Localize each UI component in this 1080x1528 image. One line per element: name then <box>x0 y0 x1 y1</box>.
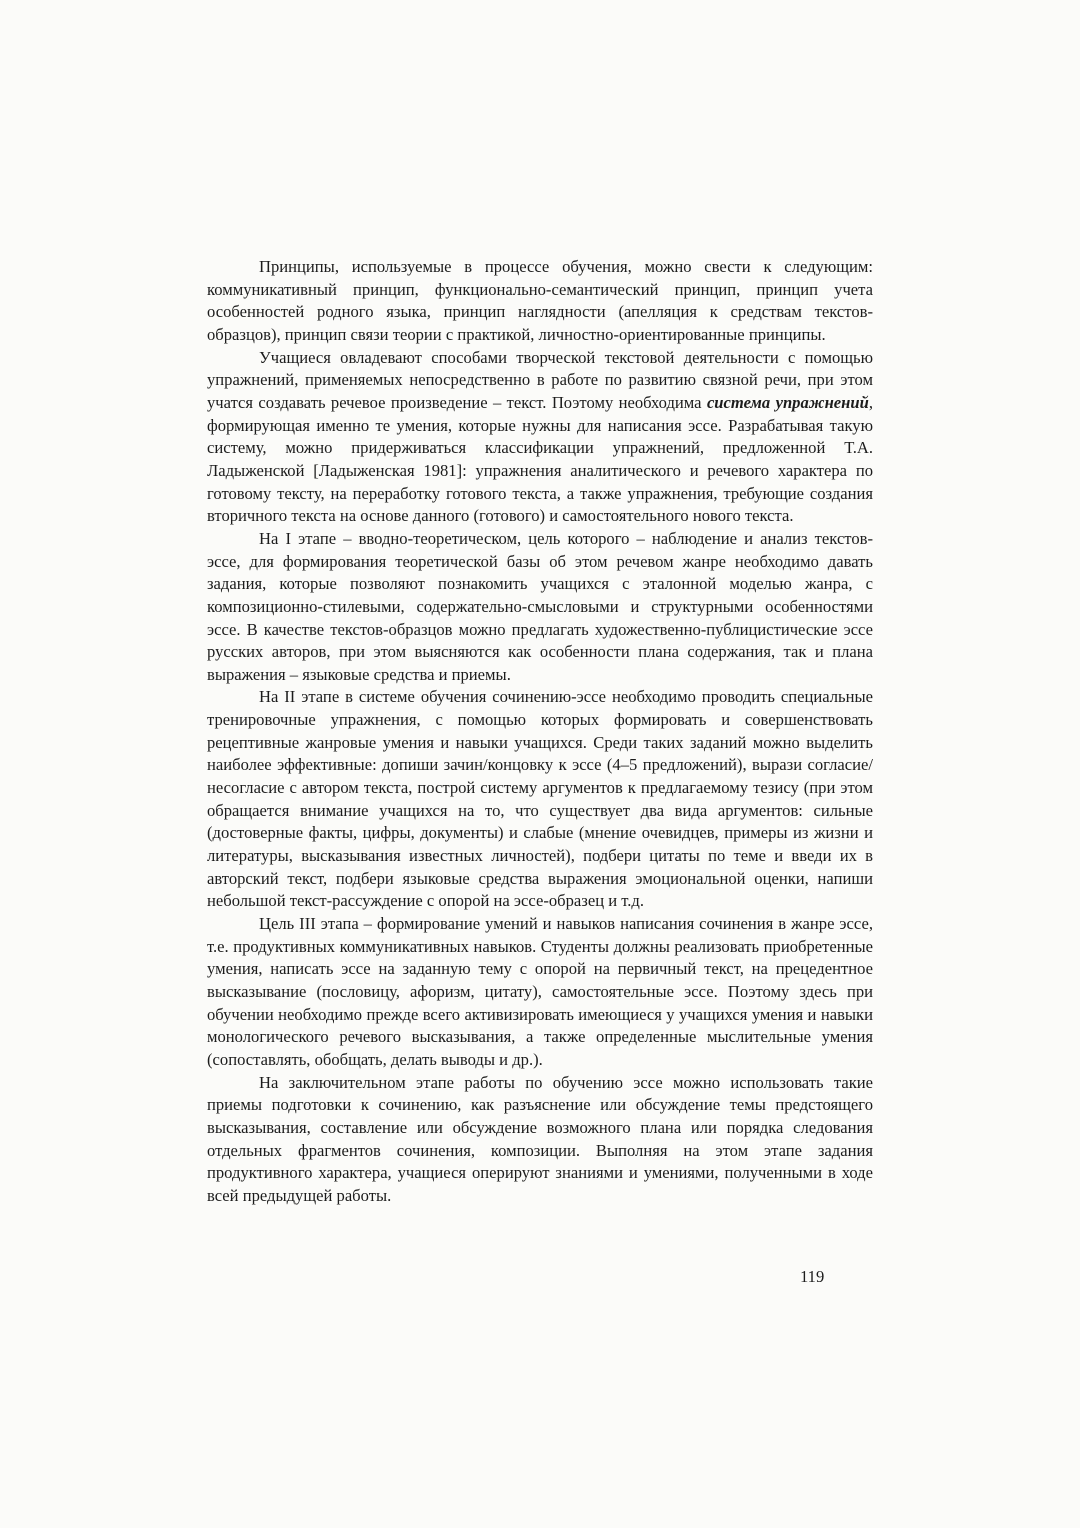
body-text <box>207 256 873 1208</box>
paragraph-final-stage: На заключительном этапе работы по обучению эссе можно использовать такие приемы подготовки к сочинению, как разъяснение или обсуждение темы предстоящего высказывания, составление или обсуждение возможного плана или порядка следования отдельных фрагментов сочинения, композиции. Выполняя на этом этапе задания продуктивного характера, учащиеся оперируют знаниями и умениями, полученными в ходе всей предыдущей работы. <box>207 1072 873 1205</box>
paragraph-stage-three: Цель III этапа – формирование умений и навыков написания сочинения в жанре эссе, т.е. продуктивных коммуникативных навыков. Студенты должны реализовать приобретенные умения, написать эссе на заданную тему с опорой на первичный текст, на прецедентное высказывание (пословицу, афоризм, цитату), самостоятельные эссе. Поэтому здесь при обучении необходимо прежде всего активизировать имеющиеся у учащихся умения и навыки монологического речевого высказывания, а также определенные мыслительные умения (сопоставлять, обобщать, делать выводы и др.). <box>207 914 873 1069</box>
paragraph-exercise-system-start: Учащиеся овладевают способами творческой текстовой деятельности с помощью упражнений, применяемых непосредственно в работе по развитию связной речи, при этом учатся создавать речевое произведение – текст. Поэтому необходима <box>207 347 873 412</box>
paragraph-stage-one: На I этапе – вводно-теоретическом, цель которого – наблюдение и анализ текстов-эссе, для формирования теоретической базы об этом речевом жанре необходимо давать задания, которые позволяют познакомить учащихся с эталонной моделью жанра, с композиционно-стилевыми, содержательно-смысловыми и структурными особенностями эссе. В качестве текстов-образцов можно предлагать художественно-публицистические эссе русских авторов, при этом выясняются как особенности плана содержания, так и плана выражения – языковые средства и приемы. <box>207 528 873 684</box>
paragraph-exercise-system <box>207 347 873 528</box>
paragraph-exercise-system-end: , формирующая именно те умения, которые нужны для написания эссе. Разрабатывая такую систему, можно придерживаться классификации упражнений, предложенной Т.А. Ладыженской [Ладыженская 1981]: упражнения аналитического и речевого характера по готовому тексту, на переработку готового текста, а также упражнения, требующие создания вторичного текста на основе данного (готового) и самостоятельного нового текста. <box>207 392 873 526</box>
paragraph-stage-two: На II этапе в системе обучения сочинению-эссе необходимо проводить специальные тренировочные упражнения, с помощью которых формировать и совершенствовать рецептивные жанровые умения и навыки учащихся. Среди таких заданий можно выделить наиболее эффективные: допиши зачин/концовку к эссе (4–5 предложений), вырази согласие/несогласие с автором текста, построй систему аргументов к предлагаемому тезису (при этом обращается внимание учащихся на то, что существует два вида аргументов: сильные (достоверные факты, цифры, документы) и слабые (мнение очевидцев, примеры из жизни и литературы, высказывания известных личностей), подбери цитаты по теме и введи их в авторский текст, подбери языковые средства выражения эмоциональной оценки, напиши небольшой текст-рассуждение с опорой на эссе-образец и т.д. <box>207 687 873 911</box>
page-number: 119 <box>800 1267 825 1286</box>
emphasized-term: система упражнений <box>706 392 869 412</box>
paragraph-principles: Принципы, используемые в процессе обучения, можно свести к следующим: коммуникативный принцип, функционально-семантический принцип, принцип учета особенностей родного языка, принцип наглядности (апелляция к средствам текстов-образцов), принцип связи теории с практикой, личностно-ориентированные принципы. <box>207 257 873 344</box>
